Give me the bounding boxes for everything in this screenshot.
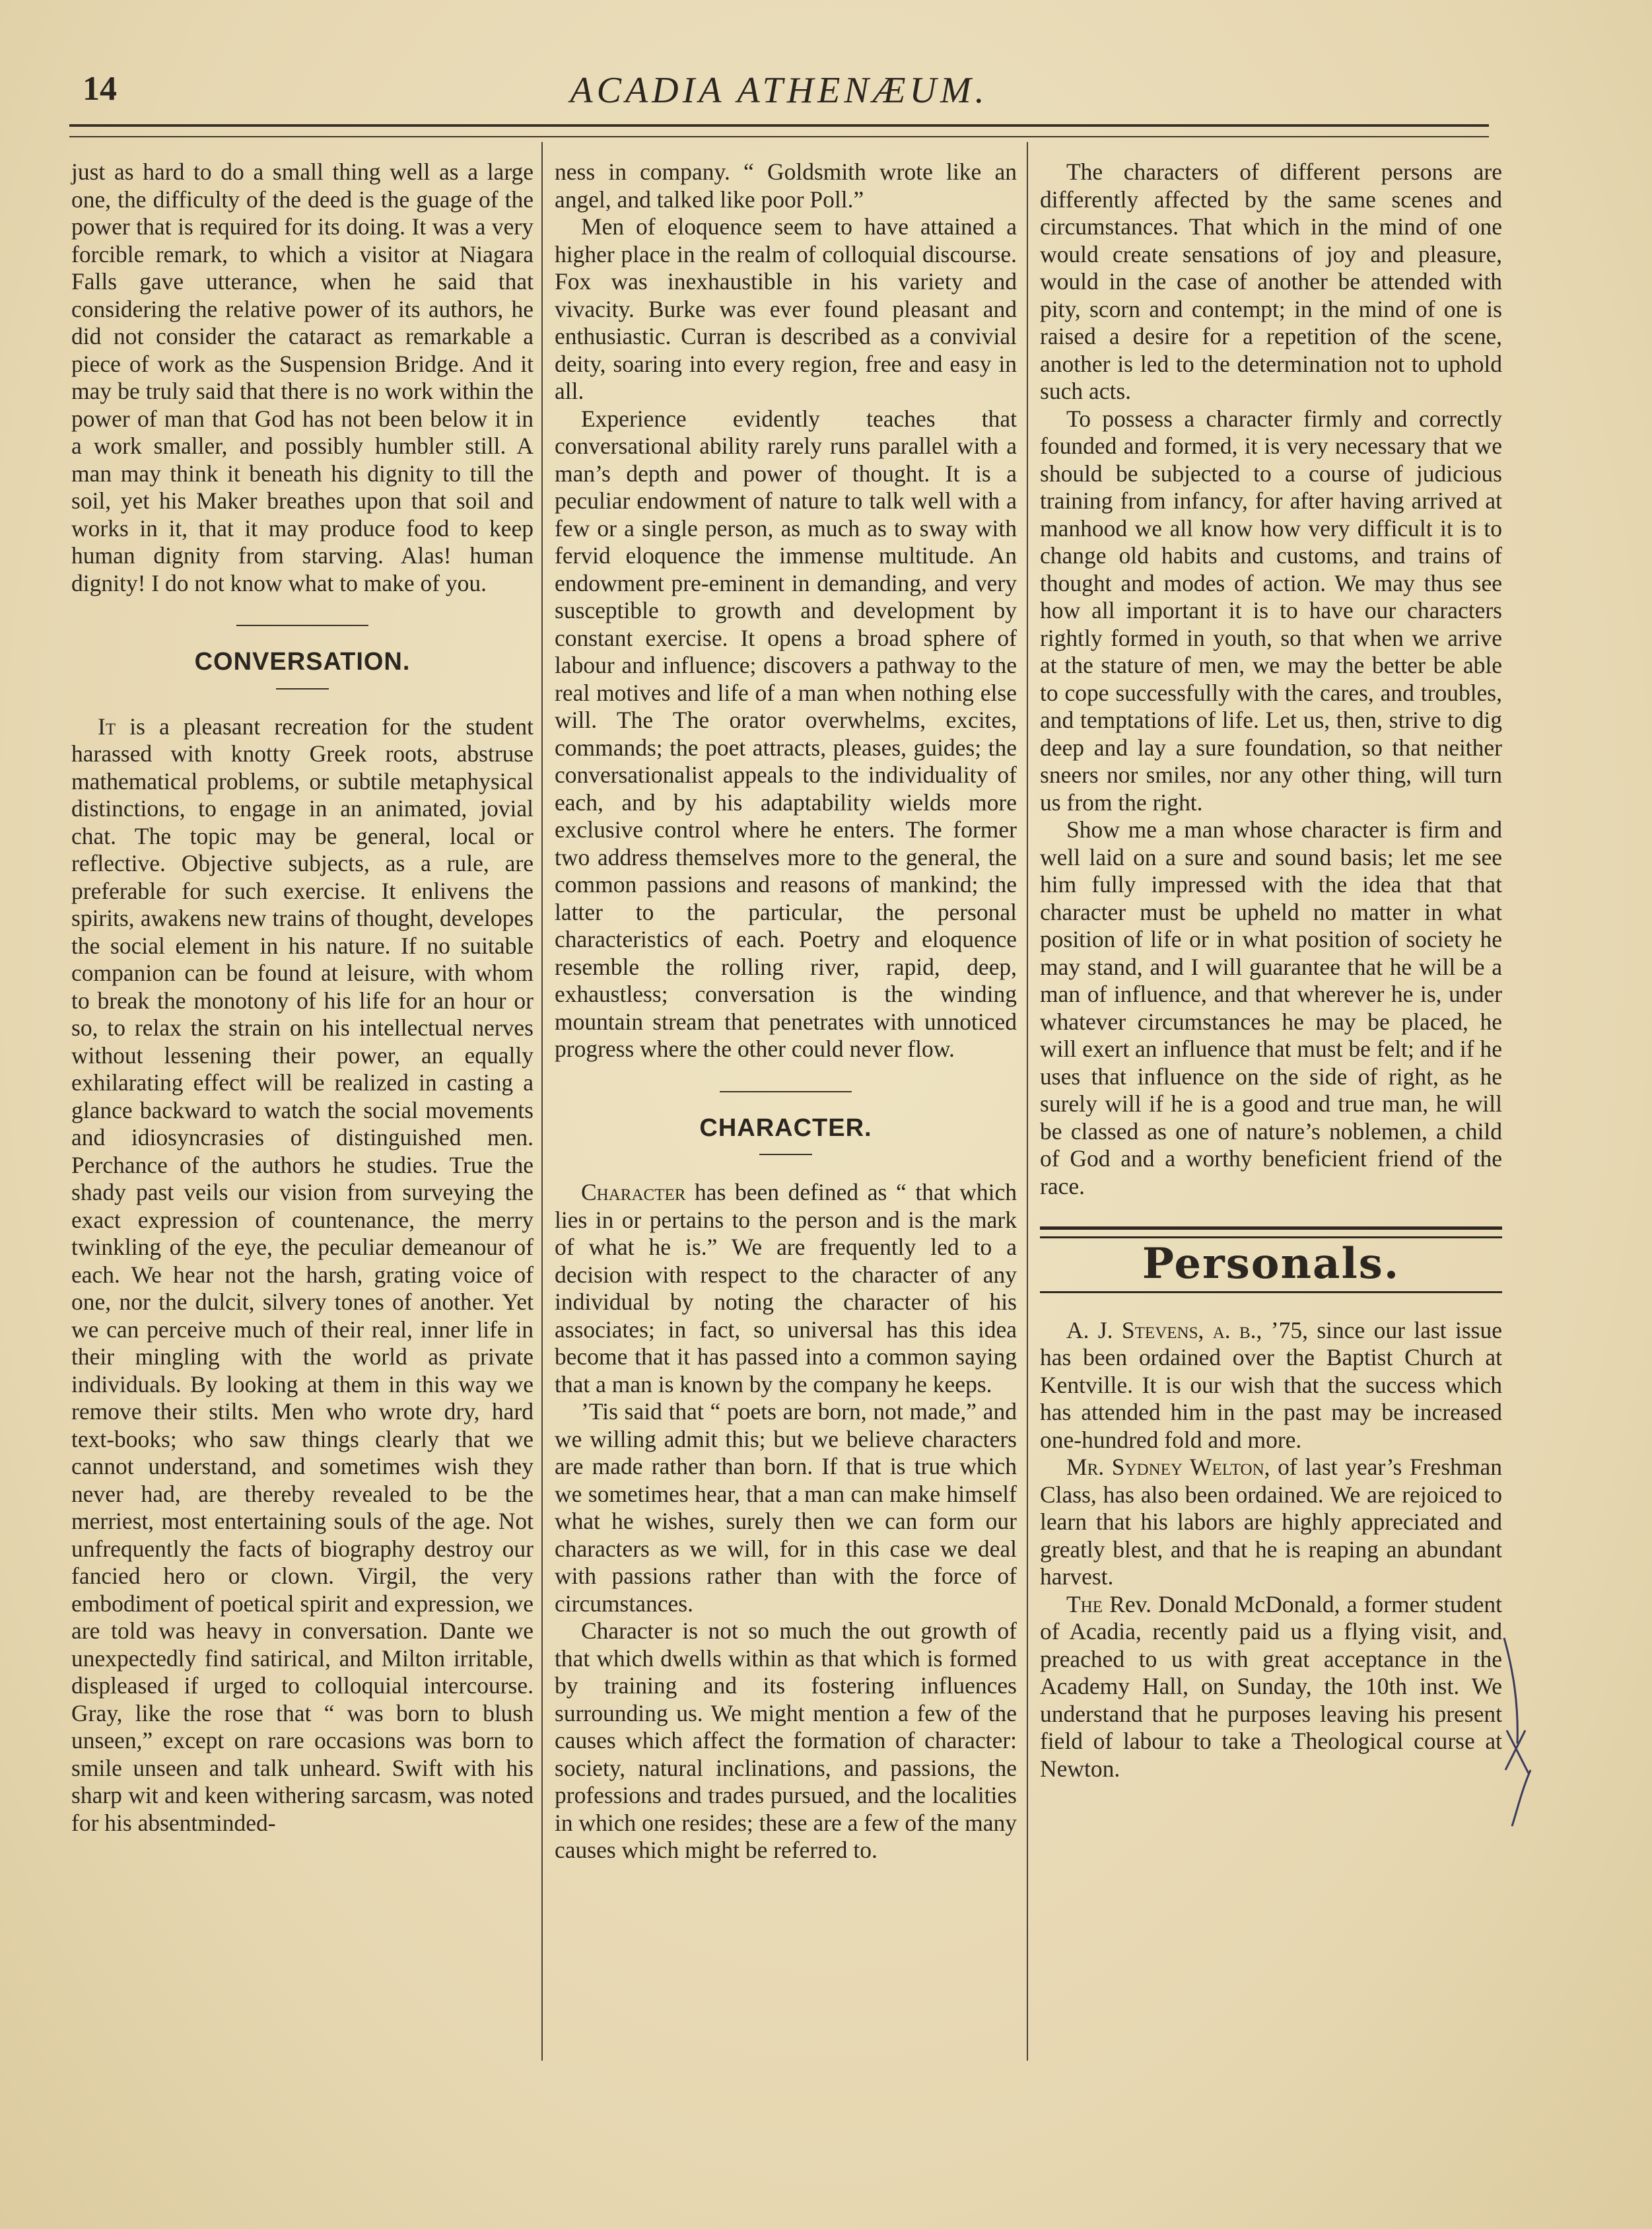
header-double-rule (69, 124, 1489, 137)
column-2 (555, 159, 1017, 1864)
conversation-p1-text: is a pleasant recreation for the student harassed with knotty Greek roots, abstruse mathematical problems, or subtile metaphysical distinctions, to engage in an animated, jovial chat. The topic may be general, local or reflective. Objective subjects, as a rule, are preferable for such exercise. It enlivens the spirits, awakens new trains of thought, developes the social element in his nature. If no suitable companion can be found at leisure, with whom to break the monotony of his life for an hour or so, to relax the strain on his intellectual nerves without lessening their power, an equally exhilarating effect will be realized in casting a glance backward to watch the social movements and idiosyncrasies of distinguished men. Perchance of the authors he studies. True the shady past veils our vision from surveying the exact expression of countenance, the merry twinkling of the eye, the peculiar demeanour of each. We hear not the harsh, grating voice of one, nor the dulcit, silvery tones of another. Yet we can perceive much of their real, inner life in their mingling with the world as private individuals. By looking at them in this way we remove their stilts. Men who wrote dry, hard text-books; who saw things clearly that we cannot understand, and sometimes wish they never had, are thereby revealed to be the merriest, most entertaining souls of the age. Not unfrequently the facts of biography destroy our fancied hero or clown. Virgil, the very embodiment of poetical spirit and expression, we are told was heavy in conversation. Dante we unexpectedly find satirical, and Milton irritable, displeased if urged to colloquial intercourse. Gray, like the rose that “ was born to blush unseen,” except on rare occasions was born to smile unseen and talk unheard. Swift with his sharp wit and keen withering sarcasm, was noted for his absentminded- (71, 713, 533, 1836)
page-number: 14 (83, 70, 117, 108)
personals-name-2: Mr. Sydney Welton, (1066, 1454, 1270, 1480)
personals-item-2 (1040, 1454, 1502, 1591)
personals-name-1: A. J. Stevens, a. b., ’75, (1066, 1316, 1308, 1343)
running-title: ACADIA ATHENÆUM. (570, 70, 988, 111)
conversation-paragraph-3: Experience evidently teaches that conversational ability rarely runs parallel with a man’s depth and power of thought. It is a peculiar endowment of nature to talk well with a few or a single person, as much as to sway with fervid eloquence the immense multitude. An endowment pre-eminent in demanding, and very susceptible to growth and development by constant exercise. It opens a broad sphere of labour and influence; discovers a pathway to the real motives and life of a man when nothing else will. The The orator overwhelms, excites, commands; the poet attracts, pleases, guides; the conversationalist appeals to the individuality of each, and by his adaptability wields more exclusive control where he enters. The former two address themselves more to the general, the common passions and reasons of mankind; the latter to the particular, the personal characteristics of each. Poetry and eloquence resemble the rolling river, rapid, deep, exhaustless; conversation is the winding mountain stream that penetrates with unnoticed progress where the other could never flow. (555, 405, 1017, 1062)
conversation-paragraph-2: Men of eloquence seem to have attained a higher place in the realm of colloquial discourse. Fox was inexhaustible in his variety and vivacity. Burke was ever found pleasant and enthusiastic. Curran is described as a convivial deity, soaring into every region, free and easy in all. (555, 213, 1017, 404)
personals-text-3: Rev. Donald McDonald, a former student of Acadia, recently paid us a flying visit, and preached to us with great acceptance in the Academy Hall, on Sunday, the 10th inst. We understand that he purposes leaving his present field of labour to take a Theological course at Newton. (1040, 1590, 1502, 1782)
conversation-title: CONVERSATION. (194, 648, 411, 676)
character-paragraph-5: To possess a character firmly and correctly founded and formed, it is very necessary that we should be subjected to a course of judicious training from infancy, for after having arrived at manhood we all know how very difficult it is to change old habits and customs, and trains of thought and modes of action. We may thus see how all important it is to have our characters rightly formed in youth, so that when we arrive at the stature of men, we may the better be able to cope successfully with the cares, and troubles, and temptations of life. Let us, then, strive to dig deep and lay a sure foundation, so that neither sneers nor smiles, nor any other thing, will turn us from the right. (1040, 405, 1502, 816)
character-paragraph-1 (555, 1179, 1017, 1398)
personals-item-3 (1040, 1591, 1502, 1783)
personals-text-1: since our last issue has been ordained over the Baptist Church at Kentville. It is our wish that the success which has attended him in the past may be increased one-hundred fold and more. (1040, 1316, 1502, 1453)
title-underline (759, 1154, 812, 1155)
character-title: CHARACTER. (699, 1114, 872, 1142)
character-paragraph-3: Character is not so much the out growth of that which dwells within as that which is formed by training and its fostering influences surrounding us. We might mention a few of the causes which affect the formation of character: society, natural inclinations, and passions, the professions and trades pursued, and the localities in which one resides; these are a few of the many causes which might be referred to. (555, 1617, 1017, 1863)
column-divider-2 (1027, 142, 1028, 2061)
column-divider-1 (541, 142, 543, 2061)
conversation-paragraph-1 (71, 713, 533, 1837)
title-underline (276, 688, 329, 690)
personals-title: Personals. (1142, 1239, 1400, 1289)
personals-lead-3: The (1066, 1590, 1103, 1617)
column-3 (1040, 159, 1502, 1783)
conversation-paragraph-1-continued: ness in company. “ Goldsmith wrote like an angel, and talked like poor Poll.” (555, 159, 1017, 213)
conversation-lead: It (98, 713, 116, 740)
character-p1-text: has been defined as “ that which lies in or pertains to the person and is the mark of what he is.” We are frequently led to a decision with respect to the character of any individual by noting the character of his associates; in fact, so universal has this idea become that it has passed into a common saying that a man is known by the company he keeps. (555, 1179, 1017, 1398)
character-paragraph-6: Show me a man whose character is firm and well laid on a sure and sound basis; let me see him fully impressed with the idea that that character must be upheld no matter in what position of life or in what position of society he may stand, and I will guarantee that he will be a man of influence, and that wherever he is, under whatever circumstances he may be placed, he will exert an influence that must be felt; and if he uses that influence on the side of right, as he surely will if he is a good and true man, he will be classed as one of nature’s noblemen, a child of God and a worthy beneficient friend of the race. (1040, 816, 1502, 1199)
section-separator (236, 625, 368, 626)
character-paragraph-4: The characters of different persons are differently affected by the same scenes and circumstances. That which in the mind of one would create sensations of joy and pleasure, would in the case of another be attended with pity, scorn and contempt; in the mind of one is raised a desire for a repetition of the scene, another is led to the determination not to uphold such acts. (1040, 159, 1502, 404)
character-lead: Character (581, 1179, 686, 1205)
section-separator (720, 1091, 852, 1092)
column-1 (71, 159, 533, 1837)
personals-rule (1040, 1291, 1502, 1293)
article-continuation: just as hard to do a small thing well as a large one, the difficulty of the deed is the guage of the power that is required for its doing. It was a very forcible remark, to which a visitor at Niagara Falls gave utterance, when he said that considering the relative power of its authors, he did not consider the cataract as remarkable a piece of work as the Suspension Bridge. And it may be truly said that there is no work within the power of man that God has not been below it in a work smaller, and possibly humbler still. A man may think it beneath his dignity to till the soil, yet his Maker breathes upon that soil and works in it, that it may produce food to keep human dignity from starving. Alas! human dignity! I do not know what to make of you. (71, 159, 533, 596)
personals-text-2: of last year’s Freshman Class, has also been ordained. We are rejoiced to learn that his labors are highly appreciated and greatly blest, and that he is reaping an abundant harvest. (1040, 1454, 1502, 1590)
section-double-rule (1040, 1226, 1502, 1238)
personals-item-1 (1040, 1317, 1502, 1454)
character-paragraph-2: ’Tis said that “ poets are born, not made,” and we willing admit this; but we believe characters are made rather than born. If that is true which we sometimes hear, that a man can make himself what he wishes, surely then we can form our characters as we will, for in this case we deal with passions rather than with the force of circumstances. (555, 1398, 1017, 1617)
page-header (69, 69, 1489, 109)
handwritten-margin-mark (1499, 1631, 1538, 1829)
